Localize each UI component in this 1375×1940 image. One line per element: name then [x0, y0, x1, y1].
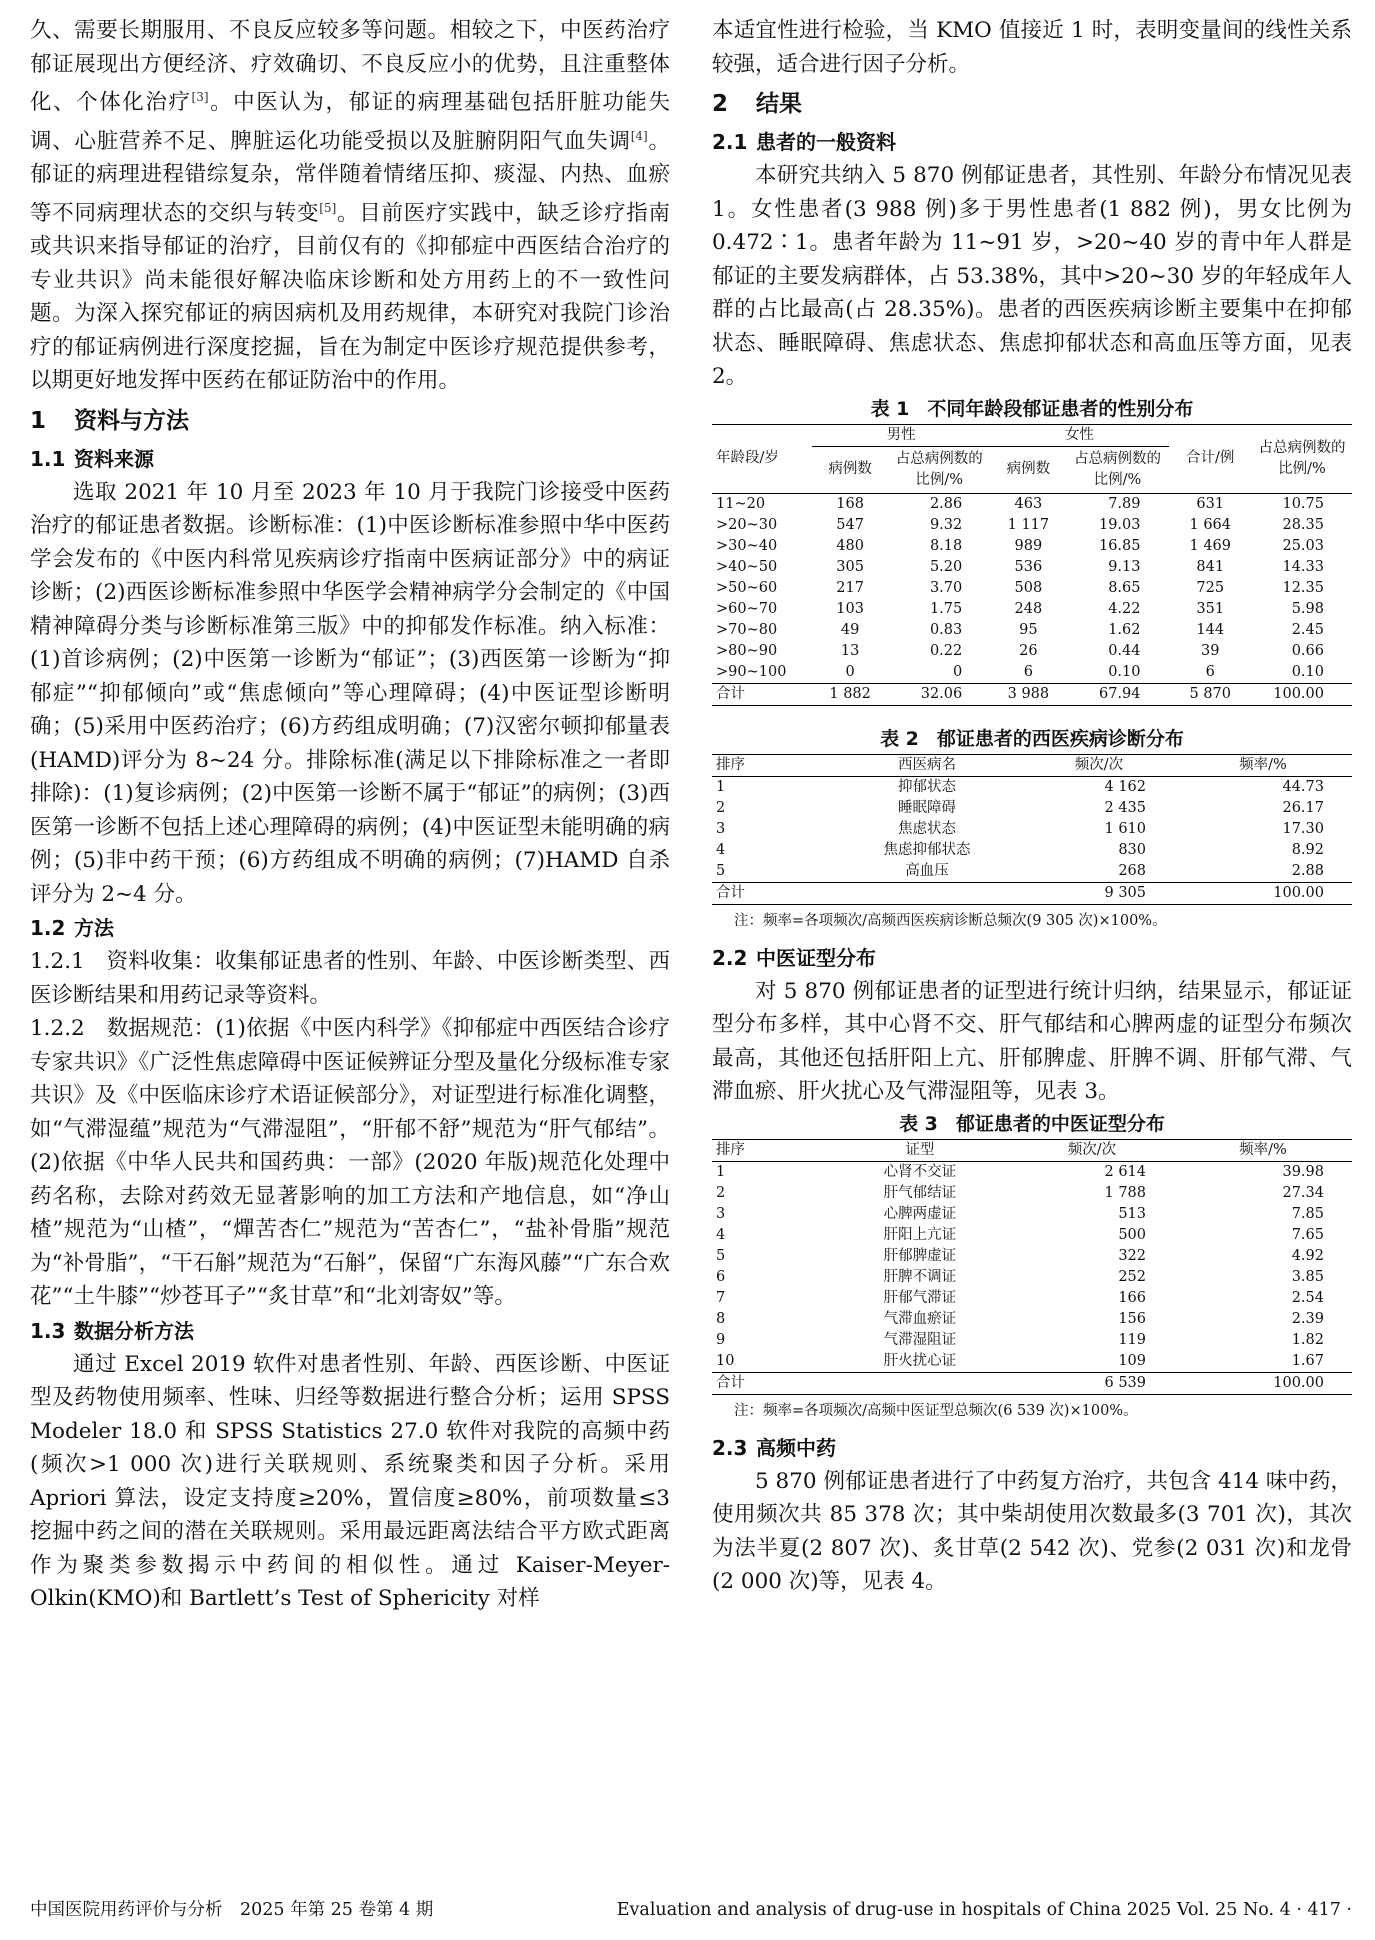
male-ratio-cell: 32.06 [888, 683, 990, 705]
frequency-cell: 4 162 [1104, 778, 1146, 795]
name-cell: 肝郁脾虚证 [883, 1247, 957, 1264]
col-header-total: 合计/例 [1169, 424, 1253, 493]
rank-cell: 9 [716, 1331, 726, 1348]
female-ratio-cell: 4.22 [1108, 600, 1141, 617]
table3-note: 注：频率=各项频次/高频中医证型总频次(6 539 次)×100%。 [734, 1402, 1138, 1419]
subsection-heading-1-3 [30, 1314, 670, 1348]
left-column [30, 14, 670, 1616]
female-cases-cell: 248 [1014, 600, 1043, 617]
female-ratio-cell: 0.44 [1108, 642, 1141, 659]
male-ratio-cell: 1.75 [929, 600, 963, 617]
table-row [712, 1288, 1352, 1309]
age-cell: >90~100 [716, 663, 787, 680]
table-row [712, 557, 1352, 578]
frequency-cell: 119 [1118, 1331, 1146, 1348]
subsection-title: 中医证型分布 [756, 945, 876, 970]
table-row [712, 798, 1352, 819]
col-header-rate: 频率/% [1174, 1139, 1352, 1161]
col-header-female-ratio: 占总病例数的比例/% [1067, 446, 1169, 493]
female-ratio-cell: 16.85 [1098, 537, 1141, 554]
age-cell: >80~90 [716, 642, 778, 659]
age-cell: >40~50 [716, 558, 778, 575]
age-cell: >50~60 [716, 579, 778, 596]
table-row [712, 599, 1352, 620]
rank-cell: 2 [716, 1184, 726, 1201]
total-cell: 631 [1196, 495, 1225, 512]
col-header-disease: 西医病名 [830, 754, 1024, 776]
male-cases-cell: 1 882 [812, 683, 888, 705]
male-cases-cell: 547 [836, 516, 864, 533]
total-cell: 144 [1196, 621, 1225, 638]
frequency-cell: 252 [1118, 1268, 1146, 1285]
male-cases-cell: 0 [845, 663, 855, 680]
table2-note: 注：频率=各项频次/高频西医疾病诊断总频次(9 305 次)×100%。 [734, 912, 1167, 929]
name-cell: 抑郁状态 [897, 778, 956, 795]
frequency-cell: 156 [1118, 1310, 1146, 1327]
male-ratio-cell: 8.18 [929, 537, 963, 554]
name-cell: 气滞湿阻证 [883, 1331, 957, 1348]
rank-cell: 5 [716, 1247, 726, 1264]
right-column [712, 14, 1352, 1599]
rate-cell: 7.85 [1291, 1205, 1324, 1222]
name-cell [830, 882, 1024, 904]
male-ratio-cell: 5.20 [929, 558, 963, 575]
age-cell: 合计 [712, 683, 812, 705]
total-ratio-cell: 0.10 [1291, 663, 1324, 680]
frequency-cell: 513 [1118, 1205, 1146, 1222]
table-title: 郁证患者的西医疾病诊断分布 [936, 727, 1184, 750]
total-ratio-cell: 10.75 [1282, 495, 1324, 512]
female-ratio-cell: 9.13 [1108, 558, 1141, 575]
section-number: 1 [30, 407, 47, 434]
age-cell: >30~40 [716, 537, 778, 554]
frequency-cell: 109 [1118, 1352, 1146, 1369]
frequency-cell: 500 [1118, 1226, 1146, 1243]
table-row [712, 536, 1352, 557]
total-ratio-cell: 5.98 [1291, 600, 1324, 617]
col-header-rank: 排序 [712, 754, 830, 776]
female-ratio-cell: 19.03 [1098, 516, 1141, 533]
subsection-number: 2.3 [712, 1435, 748, 1460]
table-total-row [712, 882, 1352, 904]
table-row [712, 641, 1352, 662]
table-number: 表 3 [899, 1112, 938, 1135]
total-ratio-cell: 0.66 [1291, 642, 1324, 659]
name-cell: 心肾不交证 [883, 1163, 957, 1180]
subsection-title: 数据分析方法 [74, 1318, 194, 1343]
female-cases-cell: 463 [1014, 495, 1043, 512]
table-title: 不同年龄段郁证患者的性别分布 [927, 397, 1194, 420]
col-header-total-ratio: 占总病例数的比例/% [1252, 424, 1352, 493]
subsection-title: 资料来源 [74, 446, 154, 471]
frequency-cell: 6 539 [1010, 1372, 1174, 1394]
subsection-title: 方法 [74, 916, 114, 941]
intro-paragraph [30, 14, 670, 398]
col-header-age: 年龄段/岁 [712, 424, 812, 493]
frequency-cell: 830 [1118, 841, 1146, 858]
rank-cell: 2 [716, 799, 726, 816]
rate-cell: 100.00 [1174, 1372, 1352, 1394]
name-cell: 肝阳上亢证 [883, 1226, 957, 1243]
name-cell: 肝脾不调证 [883, 1268, 957, 1285]
col-header-syndrome: 证型 [830, 1139, 1010, 1161]
name-cell: 气滞血瘀证 [883, 1310, 957, 1327]
table-row [712, 493, 1352, 515]
rank-cell: 6 [716, 1268, 726, 1285]
name-cell: 睡眠障碍 [897, 799, 956, 816]
footer-journal-en: Evaluation and analysis of drug-use in hospitals of China 2025 Vol. 25 No. 4 · 417 · [616, 1900, 1352, 1920]
table-row [712, 776, 1352, 798]
frequency-cell: 1 610 [1104, 820, 1146, 837]
rank-cell: 4 [716, 841, 726, 858]
frequency-cell: 9 305 [1024, 882, 1174, 904]
table-row [712, 861, 1352, 883]
total-cell: 6 [1205, 663, 1215, 680]
herb-frequency-paragraph: 5 870 例郁证患者进行了中药复方治疗，共包含 414 味中药，使用频次共 85 378 次；其中柴胡使用次数最多(3 701 次)，其次为法半夏(2 807 次)、炙甘草(2 542 次)、党参(2 031 次)和龙骨(2 000 次)等，见表 4。 [712, 1468, 1352, 1594]
rate-cell: 8.92 [1291, 841, 1324, 858]
name-cell: 高血压 [905, 862, 949, 879]
table-row [712, 662, 1352, 684]
intro-text-a: 久、需要长期服用、不良反应较多等问题。相较之下，中医药治疗郁证展现出方便经济、疗效确切、不良反应小的优势，且注重整体化、个体化治疗 [30, 18, 670, 116]
table-row [712, 1225, 1352, 1246]
female-cases-cell: 95 [1019, 621, 1038, 638]
rate-cell: 2.88 [1291, 862, 1324, 879]
table-row [712, 1309, 1352, 1330]
continued-paragraph: 本适宜性进行检验，当 KMO 值接近 1 时，表明变量间的线性关系较强，适合进行因子分析。 [712, 18, 1352, 77]
male-ratio-cell: 2.86 [929, 495, 963, 512]
female-ratio-cell: 8.65 [1108, 579, 1141, 596]
rate-cell: 44.73 [1282, 778, 1324, 795]
table-row [712, 1330, 1352, 1351]
female-cases-cell: 508 [1014, 579, 1043, 596]
col-header-male-ratio: 占总病例数的比例/% [888, 446, 990, 493]
name-cell: 肝火扰心证 [883, 1352, 957, 1369]
total-ratio-cell: 2.45 [1291, 621, 1324, 638]
total-cell: 39 [1201, 642, 1220, 659]
male-cases-cell: 168 [836, 495, 864, 512]
female-cases-cell: 989 [1014, 537, 1043, 554]
col-header-rate: 频率/% [1174, 754, 1352, 776]
citation-3[interactable]: [3] [191, 90, 209, 104]
subsection-number: 1.1 [30, 446, 66, 471]
subsection-title: 高频中药 [756, 1435, 836, 1460]
general-info-paragraph: 本研究共纳入 5 870 例郁证患者，其性别、年龄分布情况见表 1。女性患者(3 988 例)多于男性患者(1 882 例)，男女比例为 0.472∶1。患者年龄为 11~91 岁，>20~40 岁的青中年人群是郁证的主要发病群体，占 53.38%，其中>20~30 岁的年轻成年人群的占比最高(占 28.35%)。患者的西医疾病诊断主要集中在抑郁状态、睡眠障碍、焦虑状态、焦虑抑郁状态和高血压等方面，见表 2。 [712, 163, 1352, 389]
rate-cell: 39.98 [1282, 1163, 1324, 1180]
section-title: 资料与方法 [74, 407, 189, 434]
table2-caption [712, 724, 1352, 754]
method-paragraph-1-2-1: 1.2.1 资料收集：收集郁证患者的性别、年龄、中医诊断类型、西医诊断结果和用药记录等资料。 [30, 949, 670, 1008]
col-header-female-cases: 病例数 [990, 446, 1066, 493]
male-ratio-cell: 0.22 [929, 642, 963, 659]
citation-4[interactable]: [4] [630, 128, 648, 143]
table-number: 表 2 [880, 727, 919, 750]
frequency-cell: 268 [1118, 862, 1146, 879]
subsection-heading-2-1 [712, 125, 1352, 159]
subsection-number: 1.2 [30, 916, 66, 941]
section-title: 结果 [756, 91, 802, 117]
female-ratio-cell: 67.94 [1067, 683, 1169, 705]
table-row [712, 1161, 1352, 1183]
female-cases-cell: 26 [1019, 642, 1038, 659]
female-ratio-cell: 7.89 [1108, 495, 1141, 512]
intro-text-c: 。郁证的病理进程错综复杂，常伴随着情绪压抑、痰湿、内热、血瘀等不同病理状态的交织与转变 [30, 128, 670, 226]
table-row [712, 840, 1352, 861]
subsection-number: 2.1 [712, 130, 748, 154]
rate-cell: 2.39 [1291, 1310, 1324, 1327]
col-header-female: 女性 [990, 424, 1168, 446]
rank-cell: 5 [716, 862, 726, 879]
total-cell: 1 469 [1189, 537, 1231, 554]
total-cell: 5 870 [1169, 683, 1253, 705]
female-ratio-cell: 0.10 [1108, 663, 1141, 680]
age-cell: >60~70 [716, 600, 778, 617]
table-total-row [712, 683, 1352, 705]
rate-cell: 100.00 [1174, 882, 1352, 904]
name-cell: 焦虑状态 [897, 820, 956, 837]
total-cell: 725 [1196, 579, 1225, 596]
frequency-cell: 322 [1118, 1247, 1146, 1264]
intro-text-b: 。中医认为，郁证的病理基础包括肝脏功能失调、心脏营养不足、脾脏运化功能受损以及脏腑阴阳气血失调 [30, 90, 670, 154]
rank-cell: 4 [716, 1226, 726, 1243]
table-row [712, 620, 1352, 641]
age-cell: >20~30 [716, 516, 778, 533]
total-ratio-cell: 100.00 [1252, 683, 1352, 705]
section-heading-1 [30, 402, 670, 440]
male-ratio-cell: 0.83 [929, 621, 963, 638]
rank-cell: 3 [716, 820, 726, 837]
male-ratio-cell: 9.32 [929, 516, 963, 533]
section-heading-2 [712, 85, 1352, 123]
table-row [712, 819, 1352, 840]
rate-cell: 3.85 [1291, 1268, 1324, 1285]
rank-cell: 1 [716, 1163, 726, 1180]
subsection-number: 2.2 [712, 945, 748, 970]
rate-cell: 27.34 [1282, 1184, 1324, 1201]
age-cell: >70~80 [716, 621, 778, 638]
col-header-frequency: 频次/次 [1024, 754, 1174, 776]
analysis-method-paragraph: 通过 Excel 2019 软件对患者性别、年龄、西医诊断、中医证型及药物使用频率、性味、归经等数据进行整合分析；运用 SPSS Modeler 18.0 和 SPSS Statistics 27.0 软件对我院的高频中药(频次>1 000 次)进行关联规则、系统聚类和因子分析。采用 Apriori 算法，设定支持度≥20%，置信度≥80%，前项数量≤3 挖掘中药之间的潜在关联规则。采用最远距离法结合平方欧式距离作为聚类参数揭示中药间的相似性。通过 Kaiser-Meyer-Olkin(KMO)和 Bartlett’s Test of Sphericity 对样 [30, 1351, 670, 1612]
female-ratio-cell: 1.62 [1108, 621, 1141, 638]
frequency-cell: 166 [1118, 1289, 1146, 1306]
rank-cell: 8 [716, 1310, 726, 1327]
female-cases-cell: 6 [1023, 663, 1033, 680]
citation-5[interactable]: [5] [319, 200, 337, 215]
table-row [712, 515, 1352, 536]
name-cell: 焦虑抑郁状态 [883, 841, 971, 858]
table-row [712, 1267, 1352, 1288]
male-ratio-cell: 3.70 [929, 579, 963, 596]
syndrome-paragraph: 对 5 870 例郁证患者的证型进行统计归纳，结果显示，郁证证型分布多样，其中心肾不交、肝气郁结和心脾两虚的证型分布频次最高，其他还包括肝阳上亢、肝郁脾虚、肝脾不调、肝郁气滞、气滞血瘀、肝火扰心及气滞湿阻等，见表 3。 [712, 978, 1352, 1104]
intro-text-d: 。目前医疗实践中，缺乏诊疗指南或共识来指导郁证的治疗，目前仅有的《抑郁症中西医结合治疗的专业共识》尚未能很好解决临床诊断和处方用药上的不一致性问题。为深入探究郁证的病因病机及用药规律，本研究对我院门诊治疗的郁证病例进行深度挖掘，旨在为制定中医诊疗规范提供参考，以期更好地发挥中医药在郁证防治中的作用。 [30, 200, 670, 394]
name-cell [830, 1372, 1010, 1394]
col-header-male: 男性 [812, 424, 990, 446]
name-cell: 心脾两虚证 [883, 1205, 957, 1222]
rank-cell: 合计 [712, 882, 830, 904]
col-header-male-cases: 病例数 [812, 446, 888, 493]
rank-cell: 合计 [712, 1372, 830, 1394]
rate-cell: 1.82 [1291, 1331, 1324, 1348]
table-number: 表 1 [870, 397, 910, 420]
subsection-number: 1.3 [30, 1318, 66, 1343]
section-number: 2 [712, 91, 729, 117]
rate-cell: 26.17 [1282, 799, 1324, 816]
rank-cell: 3 [716, 1205, 726, 1222]
name-cell: 肝郁气滞证 [883, 1289, 957, 1306]
rank-cell: 10 [716, 1352, 735, 1369]
total-ratio-cell: 12.35 [1282, 579, 1324, 596]
total-ratio-cell: 28.35 [1282, 516, 1324, 533]
table-row [712, 1204, 1352, 1225]
male-ratio-cell: 0 [953, 663, 963, 680]
data-source-paragraph: 选取 2021 年 10 月至 2023 年 10 月于我院门诊接受中医药治疗的郁证患者数据。诊断标准：(1)中医诊断标准参照中华中医药学会发布的《中医内科常见疾病诊疗指南中医病证部分》中的病证诊断；(2)西医诊断标准参照中华医学会精神病学分会制定的《中国精神障碍分类与诊断标准第三版》中的抑郁发作标准。纳入标准：(1)首诊病例；(2)中医第一诊断为“郁证”；(3)西医第一诊断为“抑郁症”“抑郁倾向”或“焦虑倾向”等心理障碍；(4)中医证型诊断明确；(5)采用中医药治疗；(6)方药组成明确；(7)汉密尔顿抑郁量表(HAMD)评分为 8~24 分。排除标准(满足以下排除标准之一者即排除)：(1)复诊病例；(2)中医第一诊断不属于“郁证”的病例；(3)西医第一诊断不包括上述心理障碍的病例；(4)中医证型未能明确的病例；(5)非中药干预；(6)方药组成不明确的病例；(7)HAMD 自杀评分为 2~4 分。 [30, 479, 670, 907]
table-row [712, 1351, 1352, 1373]
rate-cell: 2.54 [1291, 1289, 1324, 1306]
table3-tcm-syndrome [712, 1139, 1352, 1395]
male-cases-cell: 13 [840, 642, 860, 659]
frequency-cell: 1 788 [1104, 1184, 1146, 1201]
table3-caption [712, 1109, 1352, 1139]
table-row [712, 1183, 1352, 1204]
subsection-heading-1-1 [30, 442, 670, 476]
total-cell: 351 [1196, 600, 1225, 617]
subsection-heading-2-3 [712, 1431, 1352, 1465]
total-ratio-cell: 25.03 [1282, 537, 1324, 554]
male-cases-cell: 217 [836, 579, 864, 596]
rate-cell: 4.92 [1291, 1247, 1324, 1264]
age-cell: 11~20 [716, 495, 766, 512]
total-cell: 1 664 [1189, 516, 1231, 533]
table-row [712, 1246, 1352, 1267]
table-title: 郁证患者的中医证型分布 [955, 1112, 1165, 1135]
male-cases-cell: 49 [840, 621, 860, 638]
rank-cell: 7 [716, 1289, 726, 1306]
table2-western-diagnosis [712, 754, 1352, 905]
subsection-heading-1-2 [30, 911, 670, 945]
rank-cell: 1 [716, 778, 726, 795]
rate-cell: 17.30 [1282, 820, 1324, 837]
total-cell: 841 [1196, 558, 1225, 575]
frequency-cell: 2 614 [1104, 1163, 1146, 1180]
rate-cell: 1.67 [1291, 1352, 1324, 1369]
rate-cell: 7.65 [1291, 1226, 1324, 1243]
male-cases-cell: 480 [836, 537, 864, 554]
frequency-cell: 2 435 [1104, 799, 1146, 816]
female-cases-cell: 1 117 [1007, 516, 1050, 533]
total-ratio-cell: 14.33 [1282, 558, 1324, 575]
table1-gender-age [712, 424, 1352, 706]
male-cases-cell: 103 [836, 600, 864, 617]
female-cases-cell: 3 988 [990, 683, 1066, 705]
table1-caption [712, 394, 1352, 424]
subsection-title: 患者的一般资料 [756, 130, 896, 154]
table-row [712, 578, 1352, 599]
male-cases-cell: 305 [836, 558, 864, 575]
female-cases-cell: 536 [1014, 558, 1043, 575]
subsection-heading-2-2 [712, 941, 1352, 975]
col-header-rank: 排序 [712, 1139, 830, 1161]
table-total-row [712, 1372, 1352, 1394]
method-paragraph-1-2-2: 1.2.2 数据规范：(1)依据《中医内科学》《抑郁症中西医结合诊疗专家共识》《广泛性焦虑障碍中医证候辨证分型及量化分级标准专家共识》及《中医临床诊疗术语证候部分》，对证型进行标准化调整，如“气滞湿蕴”规范为“气滞湿阻”，“肝郁不舒”规范为“肝气郁结”。(2)依据《中华人民共和国药典：一部》(2020 年版)规范化处理中药名称，去除对药效无显著影响的加工方法和产地信息，如“净山楂”规范为“山楂”，“燀苦杏仁”规范为“苦杏仁”，“盐补骨脂”规范为“补骨脂”，“干石斛”规范为“石斛”，保留“广东海风藤”“广东合欢花”“土牛膝”“炒苍耳子”“炙甘草”和“北刘寄奴”等。 [30, 1016, 670, 1310]
col-header-frequency: 频次/次 [1010, 1139, 1174, 1161]
footer-journal-cn: 中国医院用药评价与分析 2025 年第 25 卷第 4 期 [30, 1900, 434, 1920]
name-cell: 肝气郁结证 [883, 1184, 957, 1201]
